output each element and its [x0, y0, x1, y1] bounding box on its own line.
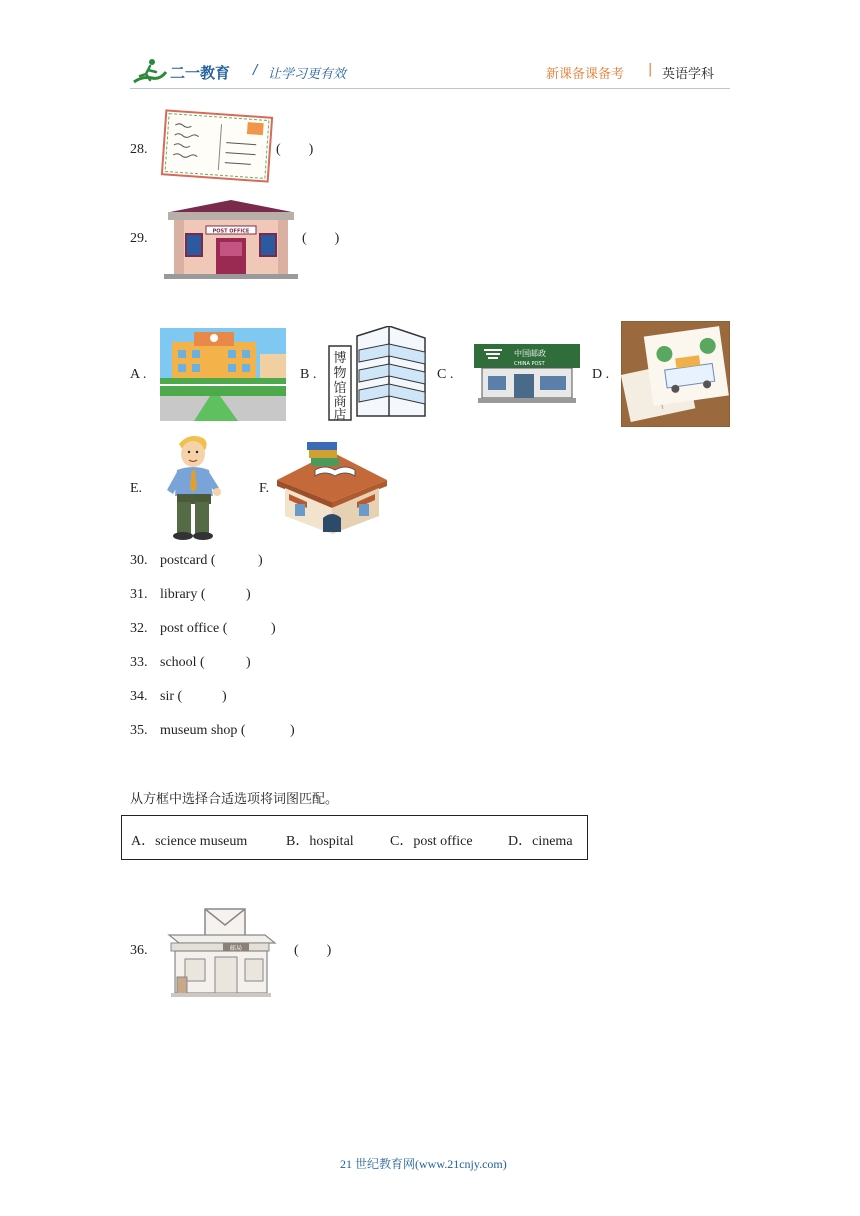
item-word: post office (: [160, 621, 228, 636]
option-b-museum-shop-image: [327, 326, 427, 422]
slash-divider: /: [253, 63, 258, 78]
question-29-answer-blank[interactable]: ( ): [302, 231, 340, 246]
item-answer-blank[interactable]: ): [246, 655, 251, 670]
option-f-label: F.: [259, 481, 270, 496]
option-a-label: A .: [130, 367, 147, 382]
header-separator: |: [648, 62, 653, 77]
item-number: 31.: [130, 587, 148, 602]
word-option-c: C．post office: [390, 834, 473, 849]
item-answer-blank[interactable]: ): [258, 553, 263, 568]
option-d-label: D .: [592, 367, 610, 382]
item-word: museum shop (: [160, 723, 246, 738]
item-answer-blank[interactable]: ): [246, 587, 251, 602]
item-word: school (: [160, 655, 205, 670]
section-instruction: 从方框中选择合适选项将词图匹配。: [130, 792, 339, 807]
footer-source: 21 世纪教育网(www.21cnjy.com): [340, 1157, 507, 1171]
item-answer-blank[interactable]: ): [290, 723, 295, 738]
question-36-number: 36.: [130, 943, 148, 958]
word-option-a: A．science museum: [131, 834, 248, 849]
question-29-number: 29.: [130, 231, 148, 246]
word-option-b: B．hospital: [286, 834, 354, 849]
option-e-sir-image: [165, 432, 225, 542]
option-f-library-image: [277, 438, 387, 536]
china-post-sign: 中国邮政: [514, 349, 546, 358]
item-answer-blank[interactable]: ): [271, 621, 276, 636]
header-right-right: 英语学科: [662, 67, 715, 82]
item-number: 34.: [130, 689, 148, 704]
item-number: 35.: [130, 723, 148, 738]
option-b-label: B .: [300, 367, 317, 382]
header-rule: [130, 88, 730, 89]
header-right-left: 新课备课备考: [546, 67, 625, 82]
post-office-building-image: [160, 198, 302, 280]
item-number: 30.: [130, 553, 148, 568]
brand-slogan: 让学习更有效: [268, 67, 347, 82]
option-c-post-office-image: [474, 340, 580, 404]
post-office-sign: POST OFFICE: [212, 228, 250, 235]
word-box: [121, 815, 588, 860]
question-36-answer-blank[interactable]: ( ): [294, 943, 332, 958]
post-office-sketch-sign: 邮局: [229, 945, 243, 952]
option-d-postcard-image: [621, 321, 730, 427]
word-option-d: D．cinema: [508, 834, 573, 849]
brand-name: 二一教育: [170, 64, 231, 82]
option-a-school-image: [160, 328, 286, 421]
item-answer-blank[interactable]: ): [222, 689, 227, 704]
header: [0, 0, 860, 100]
question-28-number: 28.: [130, 142, 148, 157]
item-number: 33.: [130, 655, 148, 670]
item-number: 32.: [130, 621, 148, 636]
museum-shop-sign-text: 博物馆商店: [333, 351, 347, 422]
item-word: sir (: [160, 689, 183, 704]
option-c-label: C .: [437, 367, 454, 382]
logo-runner-icon: [132, 56, 168, 86]
postcard-image: [158, 108, 276, 184]
item-word: library (: [160, 587, 206, 602]
question-28-answer-blank[interactable]: ( ): [276, 142, 314, 157]
option-e-label: E.: [130, 481, 143, 496]
china-post-sign-en: CHINA POST: [514, 361, 545, 367]
post-office-sketch-image: [165, 905, 277, 1001]
item-word: postcard (: [160, 553, 216, 568]
